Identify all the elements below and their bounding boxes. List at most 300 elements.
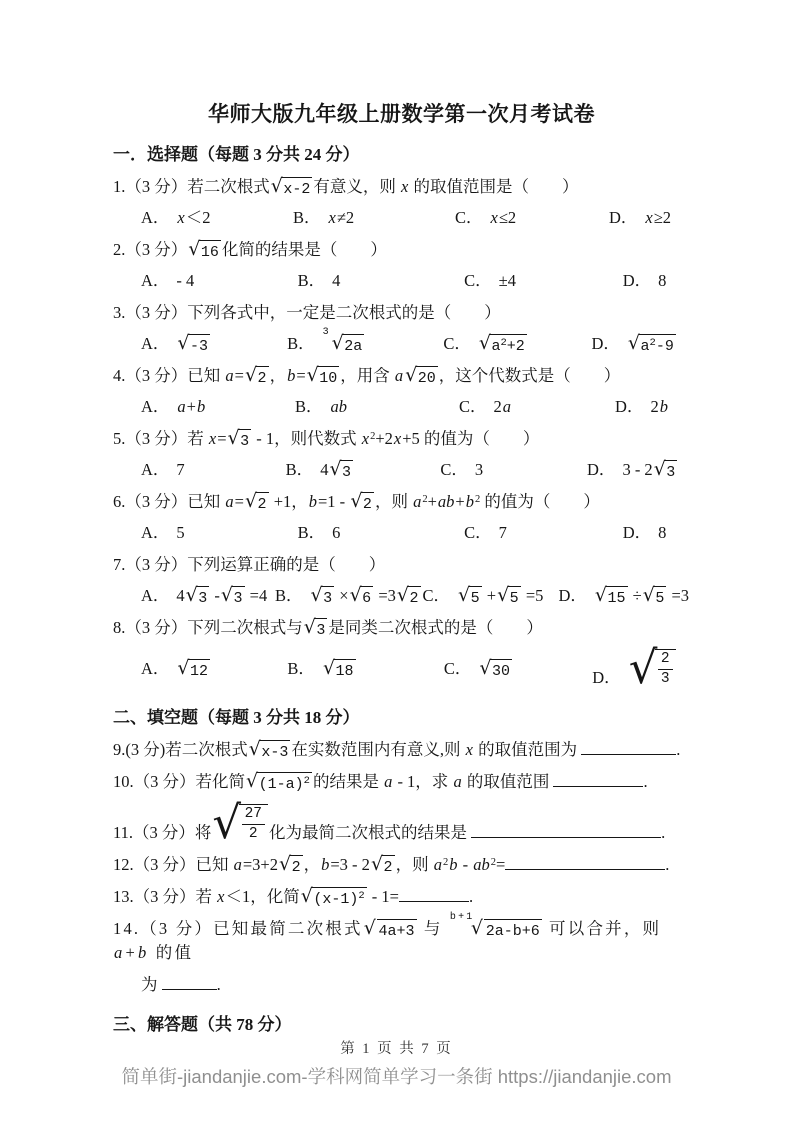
- numerator: 2: [658, 650, 673, 670]
- text-run: =3: [667, 586, 690, 605]
- option: [422, 584, 558, 608]
- radical-sign: √: [349, 584, 362, 606]
- exam-title: 华师大版九年级上册数学第一次月考试卷: [208, 102, 595, 126]
- option: [298, 521, 465, 545]
- variable: b: [465, 492, 474, 511]
- text-run: ±4: [498, 271, 516, 290]
- radical: [245, 365, 269, 388]
- option: [623, 269, 690, 293]
- text-run: =: [217, 429, 227, 448]
- radical-sign: √: [279, 853, 292, 875]
- mono-text: a: [491, 338, 501, 355]
- option: [623, 521, 690, 545]
- text-run: - 4: [176, 271, 195, 290]
- mono-text: 3: [240, 433, 250, 450]
- radical: [350, 491, 374, 514]
- radical-sign: √: [405, 364, 418, 386]
- question-stem: [113, 364, 690, 388]
- option: [464, 521, 623, 545]
- radical-sign: √: [594, 584, 607, 606]
- option: [592, 641, 690, 694]
- option: [141, 269, 298, 293]
- text-run: ＜2: [185, 208, 211, 227]
- section-heading: 三、解答题（共 78 分）: [113, 1015, 292, 1034]
- mono-text: x-2: [283, 181, 311, 198]
- text-run: ，则: [395, 855, 433, 874]
- text-run: =: [234, 366, 244, 385]
- exam-content: [113, 142, 690, 1037]
- radical-sign: √: [300, 885, 313, 907]
- section-heading: 二、填空题（每题 3 分共 18 分）: [113, 708, 360, 727]
- text-run: - 1，求: [393, 772, 453, 791]
- variable: a: [233, 855, 242, 874]
- text-run: 是同类二次根式的是（ ）: [328, 618, 543, 637]
- mono-text: 12: [190, 662, 209, 680]
- option-label: D．: [558, 586, 587, 605]
- variable: x: [401, 177, 409, 196]
- section-heading: 一．选择题（每题 3 分共 24 分）: [113, 145, 360, 164]
- text-run: +2: [375, 429, 393, 448]
- radical-sign: √: [310, 584, 323, 606]
- option-label: D．: [622, 271, 652, 290]
- text-run: 3 - 2: [622, 460, 653, 479]
- mono-text: -3: [190, 338, 209, 355]
- text-run: 4: [176, 586, 185, 605]
- superscript: 2: [490, 857, 496, 868]
- question-stem: [113, 490, 690, 514]
- radical: [323, 658, 356, 681]
- option: [286, 458, 441, 482]
- mono-text: 5: [509, 590, 519, 607]
- question-stem: [113, 796, 690, 849]
- text-run: .: [661, 823, 666, 842]
- question-stem-continued: [141, 973, 690, 997]
- text-run: 在实数范围内有意义,则: [291, 740, 465, 759]
- text-run: 的值为（ ）: [480, 492, 600, 511]
- option-label: C．: [459, 397, 487, 416]
- page-number: 第 1 页 共 7 页: [340, 1041, 453, 1057]
- radicand: [382, 855, 395, 877]
- radical-sign: √: [363, 917, 379, 939]
- option-label: A．: [141, 271, 170, 290]
- text-run: ，: [303, 855, 321, 874]
- answer-blank: [471, 822, 661, 838]
- mono-text: 3: [323, 590, 333, 607]
- radical-sign: √: [653, 458, 666, 480]
- radical-sign: √: [212, 796, 242, 849]
- option-label: A．: [141, 208, 170, 227]
- mono-text: 20: [417, 370, 436, 387]
- superscript: 2: [649, 337, 656, 349]
- option-label: B．: [292, 208, 321, 227]
- option: [298, 269, 465, 293]
- text-run: =3: [374, 586, 396, 605]
- mono-text: -9: [655, 338, 674, 355]
- option-label: C．: [464, 523, 492, 542]
- options-row: [141, 395, 690, 419]
- option-label: D．: [587, 460, 616, 479]
- mono-text: 2: [291, 859, 301, 876]
- radical: [212, 796, 268, 849]
- radical: [188, 239, 221, 262]
- text-run: =: [495, 855, 506, 874]
- radical: [177, 333, 210, 356]
- radical-sign: √: [248, 738, 261, 760]
- option-label: B．: [287, 334, 315, 353]
- text-run: -: [458, 855, 473, 874]
- option: [591, 332, 690, 356]
- radicand: [257, 772, 312, 794]
- text-run: ，: [269, 366, 287, 385]
- option: [141, 521, 298, 545]
- variable: x: [217, 887, 225, 906]
- question-stem: [113, 553, 690, 577]
- text-run: 12.（3 分）已知: [113, 855, 233, 874]
- option-label: C．: [440, 460, 468, 479]
- radical: [628, 641, 676, 694]
- radical-sign: √: [270, 175, 283, 197]
- text-run: ≤2: [498, 208, 517, 227]
- question-stem: [113, 301, 690, 325]
- radical: [307, 365, 340, 388]
- radicand: [188, 659, 210, 681]
- options-row: [141, 521, 690, 545]
- radical-sign: √: [627, 332, 640, 354]
- radicand: [416, 366, 438, 388]
- option-label: B．: [295, 397, 323, 416]
- radical-sign: √: [244, 364, 258, 386]
- options-row: [141, 206, 690, 230]
- text-run: 1.（3 分）若二次根式: [113, 177, 270, 196]
- radicand: [281, 177, 312, 199]
- option: [443, 332, 591, 356]
- text-run: =4: [245, 586, 268, 605]
- radical-sign: √: [306, 364, 319, 386]
- text-run: .: [643, 772, 648, 791]
- variable: x: [177, 208, 185, 227]
- text-run: 4.（3 分）已知: [113, 366, 225, 385]
- radical-sign: √: [185, 584, 198, 606]
- option-label: D．: [592, 668, 621, 687]
- mono-text: 16: [200, 244, 219, 261]
- text-run: - 1=: [367, 887, 399, 906]
- option-label: A．: [141, 334, 170, 353]
- text-run: 化简的结果是（ ）: [221, 240, 387, 259]
- superscript: 2: [500, 337, 507, 349]
- text-run: -: [210, 586, 220, 605]
- text-run: 4: [320, 460, 329, 479]
- fraction: [657, 650, 674, 689]
- text-run: +: [455, 492, 465, 511]
- text-run: +: [125, 943, 137, 962]
- option: [141, 395, 295, 419]
- text-run: ，这个代数式是（ ）: [438, 366, 621, 385]
- radical: [279, 854, 303, 877]
- radicand: [489, 334, 526, 356]
- radical-sign: √: [246, 770, 259, 792]
- text-run: 8: [658, 271, 667, 290]
- text-run: 的取值范围: [462, 772, 554, 791]
- radical: [371, 854, 395, 877]
- variable: ab: [473, 855, 490, 874]
- radical-sign: √: [479, 656, 492, 679]
- option-label: A．: [141, 658, 170, 678]
- text-run: 2: [493, 397, 502, 416]
- root-index: b+1: [449, 912, 475, 923]
- text-run: =3+2: [242, 855, 278, 874]
- radical-sign: √: [177, 332, 190, 354]
- mono-text: (x-1): [313, 891, 359, 908]
- text-run: 3: [474, 460, 484, 479]
- mono-text: 6: [362, 590, 372, 607]
- variable: ab: [330, 397, 348, 416]
- radical-sign: √: [322, 656, 336, 679]
- radicand: [314, 618, 327, 640]
- text-run: 7: [176, 460, 185, 479]
- radical: [311, 585, 335, 608]
- superscript: 2: [422, 494, 428, 505]
- option-label: C．: [454, 208, 483, 227]
- radical: [246, 771, 312, 794]
- radicand: [606, 586, 628, 608]
- radical: [245, 491, 269, 514]
- option-label: A．: [141, 460, 170, 479]
- radical: [497, 585, 521, 608]
- question-stem: [113, 238, 690, 262]
- radical: [458, 585, 482, 608]
- radicand: [484, 919, 542, 941]
- text-run: 与: [417, 919, 449, 938]
- radicand: [256, 492, 269, 514]
- text-run: +5 的值为（ ）: [402, 429, 540, 448]
- radical-sign: √: [303, 616, 316, 638]
- variable: x: [328, 208, 336, 227]
- radical: [397, 585, 421, 608]
- text-run: =5: [521, 586, 544, 605]
- radicand: [196, 586, 209, 608]
- radicand: [377, 919, 417, 941]
- option: [287, 327, 443, 356]
- text-run: 8.（3 分）下列二次根式与: [113, 618, 303, 637]
- text-run: 9.(3 分)若二次根式: [113, 740, 248, 759]
- radical: [654, 459, 678, 482]
- option: [141, 458, 286, 482]
- options-row: [141, 269, 690, 293]
- radical: [350, 585, 374, 608]
- option-label: B．: [285, 460, 314, 479]
- text-run: .: [676, 740, 681, 759]
- mono-text: (1-a): [258, 776, 304, 793]
- variable: a: [384, 772, 393, 791]
- numerator: 27: [242, 805, 265, 825]
- text-run: 5.（3 分）若: [113, 429, 208, 448]
- text-run: 的取值范围是（ ）: [409, 177, 579, 196]
- radical-sign: √: [458, 584, 471, 606]
- options-row: [141, 584, 690, 608]
- option: [141, 657, 287, 681]
- radical-sign: √: [470, 917, 486, 939]
- variable: b: [137, 943, 149, 962]
- mono-text: 2: [257, 370, 267, 387]
- text-run: 7.（3 分）下列运算正确的是（ ）: [113, 555, 386, 574]
- radical: [628, 333, 676, 356]
- question-stem: [113, 175, 690, 199]
- mono-text: +2: [506, 338, 525, 355]
- question-stem: [113, 616, 690, 640]
- text-run: 11.（3 分）将: [113, 823, 212, 842]
- denominator: 2: [248, 826, 258, 842]
- radical-sign: √: [396, 584, 409, 606]
- text-run: =3 - 2: [330, 855, 370, 874]
- option: [287, 657, 443, 681]
- variable: a: [453, 772, 462, 791]
- superscript: 2: [370, 431, 376, 442]
- radicand: [653, 586, 666, 608]
- text-run: ≠2: [336, 208, 355, 227]
- option-label: B．: [297, 271, 326, 290]
- radical: [479, 658, 512, 681]
- radicand: [664, 460, 677, 482]
- text-run: 6.（3 分）已知: [113, 492, 225, 511]
- radical-sign: √: [478, 332, 491, 354]
- question-stem: [113, 853, 690, 877]
- variable: a: [413, 492, 422, 511]
- variable: x: [645, 208, 653, 227]
- option: [464, 269, 623, 293]
- options-row: [141, 641, 690, 694]
- radical-sign: √: [188, 238, 201, 260]
- radical: [249, 739, 291, 762]
- mono-text: x-3: [261, 744, 289, 761]
- superscript: 2: [442, 857, 449, 868]
- superscript: 2: [358, 890, 365, 902]
- option: [295, 395, 459, 419]
- text-run: 的值: [149, 943, 194, 962]
- mono-text: 4a+3: [378, 923, 415, 940]
- text-run: 2: [650, 397, 659, 416]
- variable: b: [308, 492, 317, 511]
- option: [609, 206, 690, 230]
- variable: b: [287, 366, 296, 385]
- radical-sign: √: [370, 853, 384, 875]
- variable: b: [196, 397, 206, 416]
- radicand: [469, 586, 482, 608]
- radical: [479, 333, 527, 356]
- radical: [221, 585, 245, 608]
- variable: a: [225, 366, 234, 385]
- radicand: [360, 586, 373, 608]
- text-run: 的取值范围为: [473, 740, 582, 759]
- radical-sign: √: [329, 458, 342, 480]
- variable: b: [659, 397, 668, 416]
- text-run: 3.（3 分）下列各式中，一定是二次根式的是（ ）: [113, 303, 501, 322]
- mono-text: 15: [607, 590, 626, 607]
- superscript: 2: [303, 775, 310, 787]
- text-run: ，用含: [340, 366, 394, 385]
- radical: [177, 658, 210, 681]
- text-run: 4: [332, 271, 341, 290]
- question-stem: [113, 912, 690, 965]
- text-run: 5: [176, 523, 185, 542]
- answer-blank: [505, 854, 665, 870]
- radicand: [361, 492, 374, 514]
- option: [587, 458, 690, 482]
- variable: a: [225, 492, 234, 511]
- text-run: ×: [335, 586, 349, 605]
- option-label: A．: [141, 397, 170, 416]
- text-run: 可以合并，则: [542, 919, 662, 938]
- option: [440, 458, 587, 482]
- option-label: D．: [608, 208, 638, 227]
- radical: [595, 585, 628, 608]
- text-run: 化为最简二次根式的结果是: [268, 823, 472, 842]
- radicand: [188, 334, 210, 356]
- text-run: =: [296, 366, 306, 385]
- text-run: ÷: [628, 586, 642, 605]
- answer-blank: [162, 974, 217, 990]
- text-run: +1，: [269, 492, 308, 511]
- text-run: +: [482, 586, 497, 605]
- variable: a: [502, 397, 512, 416]
- option: [459, 395, 615, 419]
- mono-text: 3: [666, 464, 676, 481]
- answer-blank: [399, 886, 469, 902]
- text-run: - 1，则代数式: [252, 429, 361, 448]
- option: [275, 584, 423, 608]
- radicand: [334, 659, 356, 681]
- radical: [186, 585, 210, 608]
- question-stem: [113, 885, 690, 909]
- variable: x: [393, 429, 402, 448]
- radical: [329, 459, 353, 482]
- radical: [449, 912, 542, 941]
- text-run: 8: [658, 523, 667, 542]
- mono-text: 2: [409, 590, 419, 607]
- option-label: C．: [422, 586, 450, 605]
- option-label: C．: [443, 334, 471, 353]
- radicand: [321, 586, 334, 608]
- denominator: 3: [660, 671, 670, 687]
- radical: [304, 617, 328, 640]
- radical-sign: √: [642, 584, 655, 606]
- text-run: .: [468, 887, 474, 906]
- text-run: 有意义，则: [313, 177, 400, 196]
- radicand: [317, 366, 339, 388]
- mono-text: 3: [316, 622, 326, 639]
- mono-text: 10: [319, 370, 338, 387]
- root-index: 3: [322, 327, 329, 338]
- option: [141, 332, 287, 356]
- variable: a: [433, 855, 442, 874]
- variable: x: [361, 429, 370, 448]
- radicand: [490, 659, 512, 681]
- radical-sign: √: [177, 656, 190, 679]
- text-run: 6: [332, 523, 341, 542]
- radicand: [256, 366, 269, 388]
- mono-text: 3: [198, 590, 208, 607]
- variable: a: [177, 397, 186, 416]
- mono-text: 30: [491, 662, 510, 680]
- option-label: B．: [297, 523, 326, 542]
- text-run: ＜1，化简: [225, 887, 300, 906]
- radical: [301, 886, 367, 909]
- mono-text: 5: [655, 590, 665, 607]
- text-run: 7: [498, 523, 507, 542]
- radical-sign: √: [220, 584, 234, 606]
- radical-sign: √: [628, 641, 658, 694]
- radicand: [407, 586, 420, 608]
- superscript: 2: [474, 494, 481, 505]
